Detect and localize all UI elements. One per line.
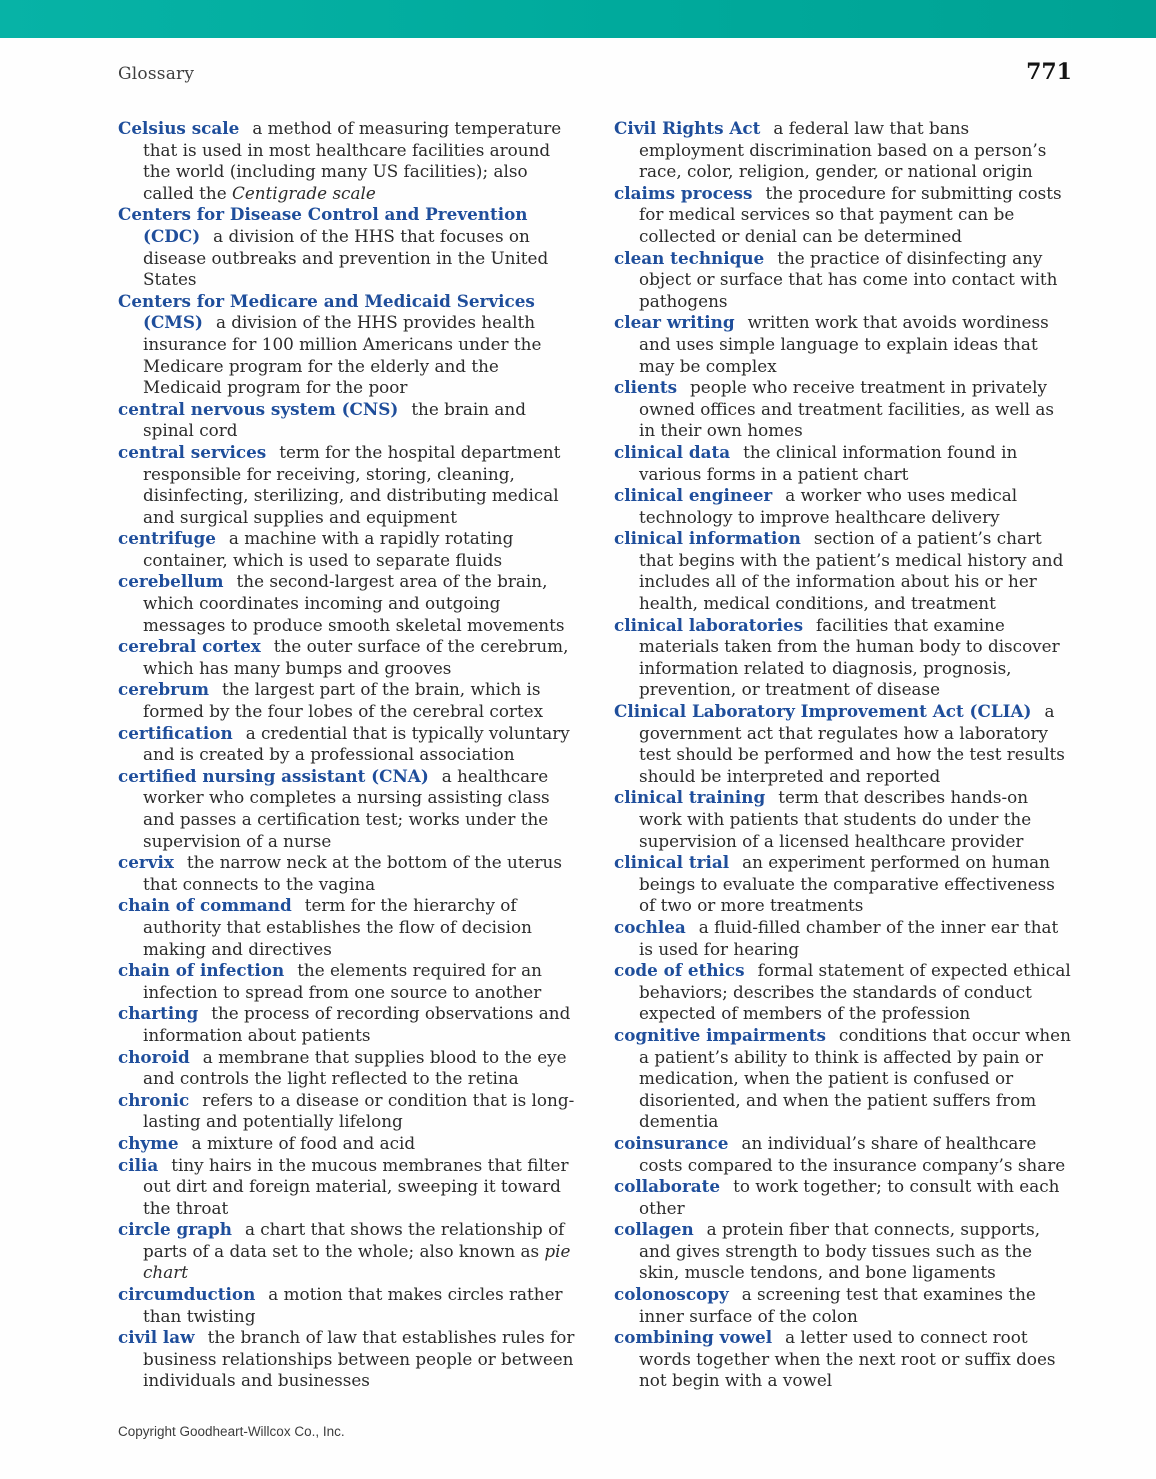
glossary-term: clean technique (614, 247, 765, 268)
glossary-entry (614, 701, 1072, 787)
glossary-definition: facilities that examine materials taken from the human body to discover information related to diagnosis, prognosis, prevention, or treatment of disease (639, 614, 1060, 700)
glossary-term: clinical training (614, 787, 766, 808)
glossary-term: certification (118, 722, 233, 743)
glossary-definition: a credential that is typically voluntary and is created by a professional association (143, 722, 570, 765)
glossary-term: coinsurance (614, 1132, 729, 1153)
glossary-term: clinical trial (614, 852, 730, 873)
glossary-entry (614, 312, 1072, 377)
glossary-term: Civil Rights Act (614, 118, 761, 138)
glossary-term: centrifuge (118, 528, 216, 549)
glossary-definition: written work that avoids wordiness and uses simple language to explain ideas that may be complex (639, 312, 1049, 376)
glossary-term: cerebrum (118, 679, 209, 700)
glossary-term: charting (118, 1003, 199, 1024)
glossary-definition: a fluid-filled chamber of the inner ear that is used for hearing (639, 916, 1059, 959)
glossary-term: clients (614, 377, 678, 398)
glossary-column-left (118, 118, 576, 1392)
glossary-term: Centers for Disease Control and Prevention (CDC) (118, 204, 528, 246)
glossary-term: civil law (118, 1327, 195, 1348)
glossary-term: circumduction (118, 1284, 256, 1305)
glossary-definition: a screening test that examines the inner surface of the colon (639, 1284, 1036, 1326)
glossary-term: collagen (614, 1219, 694, 1240)
glossary-term: central services (118, 441, 267, 462)
glossary-definition: the branch of law that establishes rules for business relationships between people or between individuals and businesses (143, 1327, 575, 1391)
glossary-definition-italic: Centigrade scale (226, 182, 376, 203)
glossary-term: clinical laboratories (614, 614, 804, 635)
glossary-definition: a membrane that supplies blood to the eye and controls the light reflected to the retina (143, 1046, 567, 1089)
glossary-entry (614, 118, 1072, 183)
glossary-entry (118, 291, 576, 399)
glossary-definition: the narrow neck at the bottom of the uterus that connects to the vagina (143, 852, 562, 894)
glossary-term: cilia (118, 1154, 159, 1175)
glossary-entry (118, 852, 576, 895)
glossary-entry (118, 766, 576, 852)
glossary-term: chain of command (118, 895, 292, 916)
glossary-term: Clinical Laboratory Improvement Act (CLIA) (614, 701, 1032, 722)
glossary-entry (118, 204, 576, 290)
glossary-entry (118, 442, 576, 528)
glossary-entry (614, 1327, 1072, 1392)
running-head: Glossary (118, 64, 195, 84)
glossary-term: code of ethics (614, 960, 745, 981)
glossary-entry (614, 183, 1072, 248)
glossary-entry (614, 1025, 1072, 1133)
page-header (0, 59, 1156, 85)
glossary-entry (118, 1047, 576, 1090)
glossary-term: Celsius scale (118, 118, 240, 138)
glossary-definition: term that describes hands-on work with patients that students do under the supervision of a licensed healthcare provider (639, 787, 1032, 851)
glossary-definition: term for the hospital department responsible for receiving, storing, cleaning, disinfecting, sterilizing, and distributing medical and surgical supplies and equipment (143, 441, 561, 527)
glossary-entry (118, 636, 576, 679)
glossary-entry (118, 1284, 576, 1327)
page-number: 771 (1026, 59, 1072, 85)
glossary-definition: conditions that occur when a patient’s ability to think is affected by pain or medication, when the patient is confused or disoriented, and when the patient suffers from dementia (639, 1024, 1071, 1132)
glossary-entry (614, 1176, 1072, 1219)
copyright-footer: Copyright Goodheart-Willcox Co., Inc. (118, 1424, 345, 1439)
glossary-term: claims process (614, 182, 753, 203)
glossary-definition: a letter used to connect root words together when the next root or suffix does not begin with a vowel (639, 1327, 1056, 1391)
glossary-entry (118, 895, 576, 960)
glossary-entry (614, 917, 1072, 960)
glossary-definition: a mixture of food and acid (191, 1132, 416, 1153)
glossary-entry (118, 571, 576, 636)
glossary-definition: the process of recording observations and information about patients (143, 1003, 571, 1045)
glossary-definition: a machine with a rapidly rotating container, which is used to separate fluids (143, 528, 514, 570)
glossary-term: chain of infection (118, 960, 285, 981)
glossary-entry (118, 118, 576, 204)
glossary-term: certified nursing assistant (CNA) (118, 765, 429, 786)
glossary-definition: a motion that makes circles rather than twisting (143, 1284, 563, 1326)
glossary-definition: refers to a disease or condition that is long-lasting and potentially lifelong (143, 1089, 575, 1132)
glossary-term: central nervous system (CNS) (118, 398, 399, 419)
glossary-entry (614, 485, 1072, 528)
glossary-definition: formal statement of expected ethical behaviors; describes the standards of conduct expected of members of the profession (639, 960, 1071, 1024)
glossary-term: circle graph (118, 1219, 232, 1240)
glossary-entry (614, 528, 1072, 614)
glossary-entry (614, 1284, 1072, 1327)
glossary-entry (118, 399, 576, 442)
glossary-definition: a federal law that bans employment discrimination based on a person’s race, color, religion, gender, or national origin (639, 118, 1047, 182)
glossary-definition: an experiment performed on human beings to evaluate the comparative effectiveness of two or more treatments (639, 852, 1055, 916)
glossary-term: cerebral cortex (118, 636, 261, 657)
glossary-term: clinical data (614, 441, 731, 462)
glossary-entry (118, 1133, 576, 1155)
glossary-definition: a method of measuring temperature that is used in most healthcare facilities around the world (including many US facilities); also called the (143, 118, 562, 203)
glossary-term: collaborate (614, 1176, 721, 1197)
glossary-entry (118, 1219, 576, 1284)
glossary-definition: the clinical information found in various forms in a patient chart (639, 441, 1018, 484)
glossary-entry (118, 723, 576, 766)
header-accent-bar (0, 0, 1156, 38)
glossary-entry (118, 1090, 576, 1133)
glossary-definition: a chart that shows the relationship of parts of a data set to the whole; also known as (143, 1219, 565, 1261)
glossary-definition: term for the hierarchy of authority that establishes the flow of decision making and directives (143, 895, 532, 959)
glossary-definition: a worker who uses medical technology to improve healthcare delivery (639, 485, 1018, 527)
glossary-entry (118, 1155, 576, 1220)
glossary-definition: tiny hairs in the mucous membranes that filter out dirt and foreign material, sweeping it toward the throat (143, 1154, 569, 1218)
glossary-entry (614, 615, 1072, 701)
glossary-column-right (614, 118, 1072, 1392)
glossary-definition: to work together; to consult with each other (639, 1176, 1060, 1218)
glossary-definition: a division of the HHS provides health insurance for 100 million Americans under the Medicare program for the elderly and the Medicaid program for the poor (143, 312, 542, 398)
glossary-term: clear writing (614, 312, 735, 333)
glossary-term: cerebellum (118, 571, 224, 592)
glossary-entry (614, 960, 1072, 1025)
glossary-entry (614, 442, 1072, 485)
glossary-term: clinical information (614, 528, 801, 549)
glossary-term: Centers for Medicare and Medicaid Services (CMS) (118, 290, 535, 333)
glossary-definition: the elements required for an infection to spread from one source to another (143, 960, 542, 1002)
glossary-definition: a healthcare worker who completes a nursing assisting class and passes a certification test; works under the supervision of a nurse (143, 765, 550, 851)
glossary-term: choroid (118, 1046, 190, 1067)
glossary-definition: a division of the HHS that focuses on disease outbreaks and prevention in the United States (143, 225, 549, 290)
glossary-entry (614, 1133, 1072, 1176)
glossary-term: cochlea (614, 916, 686, 937)
glossary-term: chyme (118, 1132, 179, 1153)
glossary-definition: an individual’s share of healthcare costs compared to the insurance company’s share (639, 1132, 1066, 1175)
glossary-entry (614, 1219, 1072, 1284)
glossary-term: cervix (118, 852, 174, 873)
glossary-definition: the outer surface of the cerebrum, which has many bumps and grooves (143, 636, 569, 678)
glossary-term: clinical engineer (614, 485, 773, 506)
glossary-definition: the brain and spinal cord (143, 398, 526, 441)
glossary-entry (614, 787, 1072, 852)
glossary-entry (118, 960, 576, 1003)
glossary-definition: the largest part of the brain, which is formed by the four lobes of the cerebral cortex (143, 679, 544, 722)
glossary-definition: a protein fiber that connects, supports, and gives strength to body tissues such as the skin, muscle tendons, and bone ligaments (639, 1219, 1041, 1283)
glossary-entry (614, 852, 1072, 917)
glossary-entry (118, 679, 576, 722)
glossary-definition: a government act that regulates how a laboratory test should be performed and how the test results should be interpreted and reported (639, 701, 1065, 786)
glossary-entry (614, 377, 1072, 442)
glossary-definition: people who receive treatment in privately owned offices and treatment facilities, as well as in their own homes (639, 377, 1054, 441)
glossary-columns (0, 118, 1156, 1392)
glossary-definition: the practice of disinfecting any object or surface that has come into contact with pathogens (639, 247, 1058, 311)
glossary-entry (118, 1003, 576, 1046)
glossary-definition: the procedure for submitting costs for medical services so that payment can be collected or denial can be determined (639, 182, 1062, 246)
glossary-term: chronic (118, 1089, 190, 1110)
glossary-term: cognitive impairments (614, 1024, 826, 1045)
glossary-definition-italic: pie chart (143, 1240, 571, 1283)
glossary-term: colonoscopy (614, 1284, 729, 1305)
glossary-entry (118, 528, 576, 571)
glossary-term: combining vowel (614, 1327, 773, 1348)
glossary-definition: section of a patient’s chart that begins with the patient’s medical history and includes all of the information about his or her health, medical conditions, and treatment (639, 528, 1064, 614)
glossary-entry (118, 1327, 576, 1392)
glossary-entry (614, 248, 1072, 313)
glossary-definition: the second-largest area of the brain, which coordinates incoming and outgoing messages to produce smooth skeletal movements (143, 571, 565, 635)
